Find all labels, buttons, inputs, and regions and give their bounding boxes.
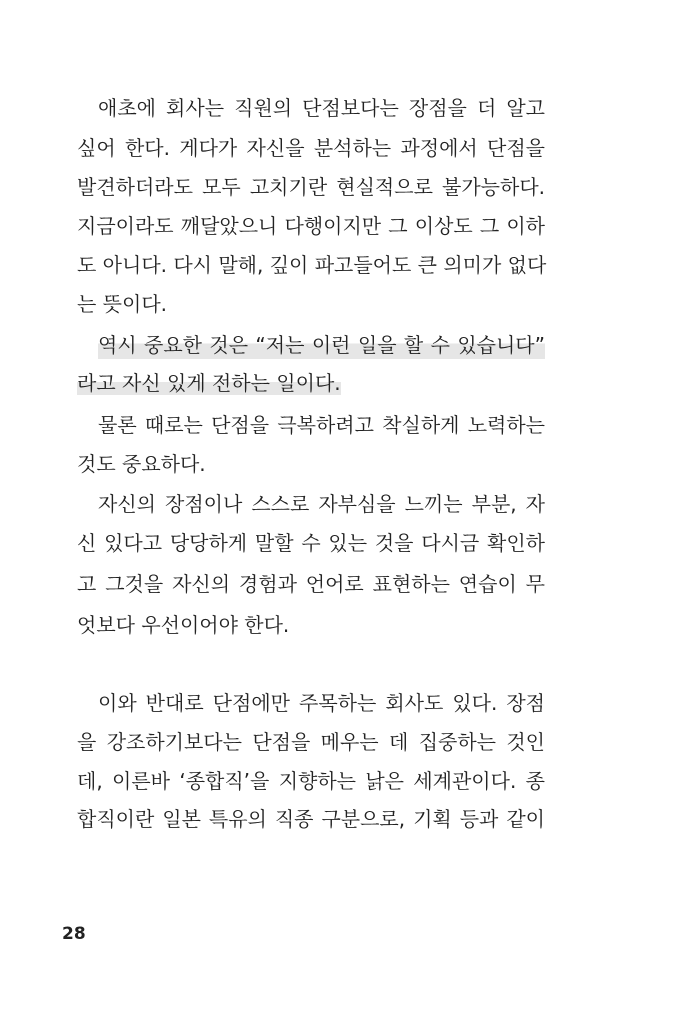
page-number: 28 — [62, 924, 86, 944]
text-line: 애초에 회사는 직원의 단점보다는 장점을 더 알고 — [98, 96, 545, 120]
text-line: 것도 중요하다. — [77, 452, 206, 476]
text-line: 는 뜻이다. — [77, 292, 167, 316]
highlighted-text-line[interactable]: 역시 중요한 것은 “저는 이런 일을 할 수 있습니다” — [98, 333, 545, 357]
text-line: 지금이라도 깨달았으니 다행이지만 그 이상도 그 이하 — [77, 214, 545, 238]
text-line: 고 그것을 자신의 경험과 언어로 표현하는 연습이 무 — [77, 572, 545, 596]
text-line: 이와 반대로 단점에만 주목하는 회사도 있다. 장점 — [98, 691, 545, 715]
highlighted-text-line[interactable] — [77, 369, 341, 397]
text-line: 을 강조하기보다는 단점을 메우는 데 집중하는 것인 — [77, 730, 545, 754]
text-line: 발견하더라도 모두 고치기란 현실적으로 불가능하다. — [77, 175, 545, 199]
text-line: 엇보다 우선이어야 한다. — [77, 613, 290, 637]
text-line: 물론 때로는 단점을 극복하려고 착실하게 노력하는 — [98, 413, 545, 437]
text-line: 싶어 한다. 게다가 자신을 분석하는 과정에서 단점을 — [77, 136, 545, 160]
text-line: 합직이란 일본 특유의 직종 구분으로, 기획 등과 같이 — [77, 807, 545, 831]
text-line: 자신의 장점이나 스스로 자부심을 느끼는 부분, 자 — [98, 492, 545, 516]
highlight-span[interactable]: 라고 자신 있게 전하는 일이다. — [77, 371, 341, 395]
text-line: 신 있다고 당당하게 말할 수 있는 것을 다시금 확인하 — [77, 531, 545, 555]
text-line: 데, 이른바 ‘종합직’을 지향하는 낡은 세계관이다. 종 — [77, 769, 545, 793]
text-line: 도 아니다. 다시 말해, 깊이 파고들어도 큰 의미가 없다 — [77, 253, 547, 277]
